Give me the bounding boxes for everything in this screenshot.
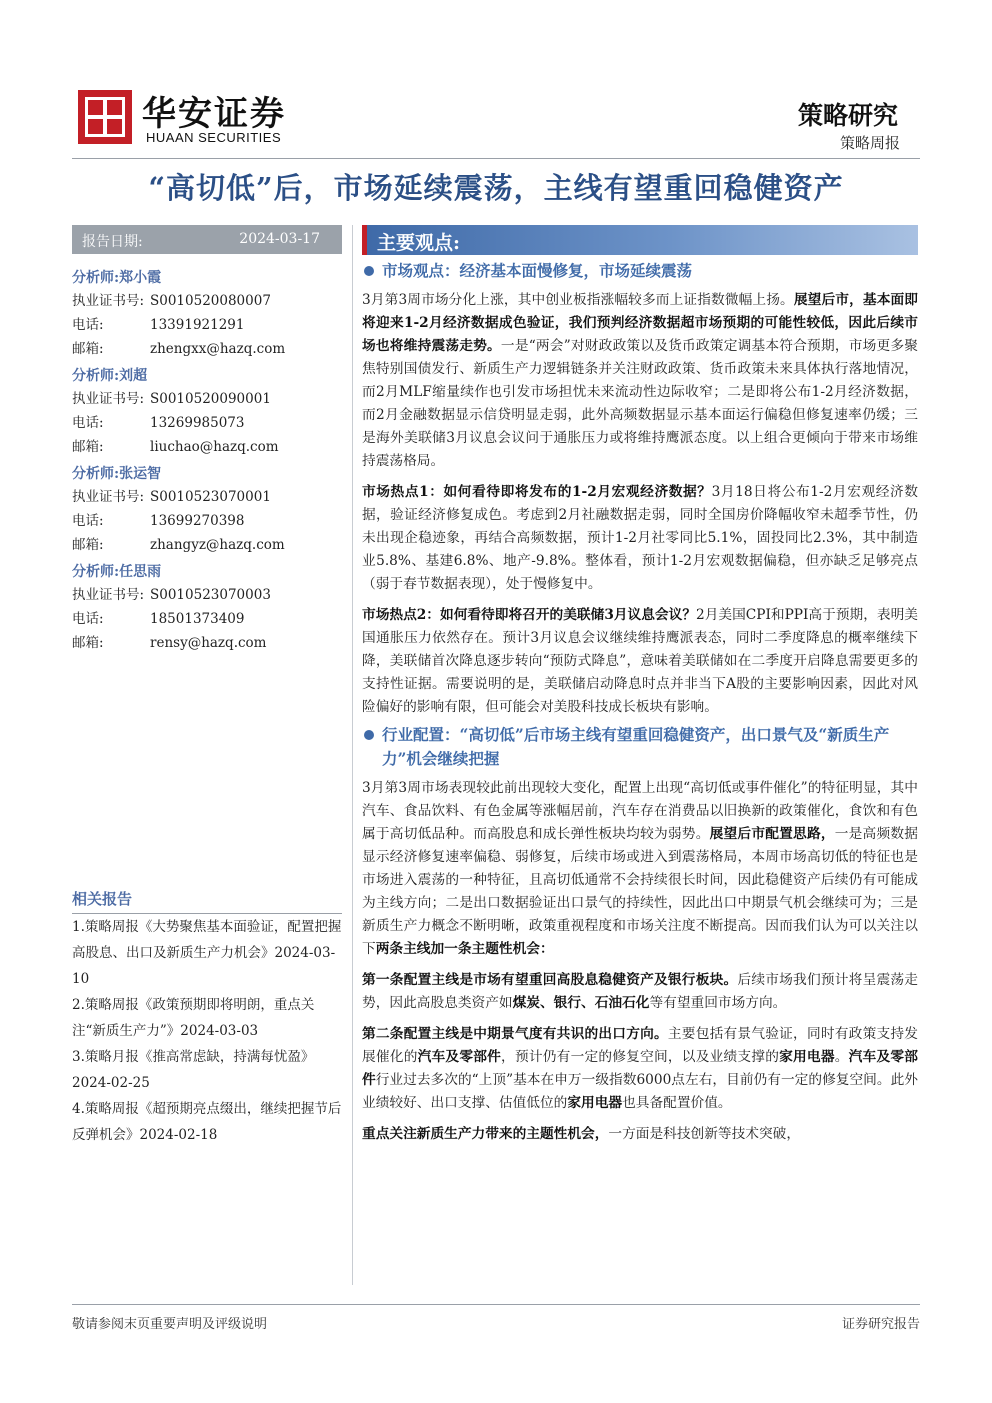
analyst-phone: 电话: 13269985073 <box>72 415 245 431</box>
paragraph-industry-allocation: 3月第3周市场表现较此前出现较大变化，配置上出现“高切低或事件催化”的特征明显，其中汽车、食品饮料、有色金属等涨幅居前，汽车存在消费品以旧换新的政策催化，食饮和有色属于高切低品种。而高股息和成长弹性板块均较为弱势。展望后市配置思路，一是高频数据显示经济修复速率偏稳、弱修复，后续市场或进入到震荡格局，本周市场高切低的特征也是市场进入震荡的一种特征，且高切低通常不会持续很长时间，因此稳健资产后续仍有可能成为主线方向；二是出口数据验证出口景气的持续性，因此出口中期景气机会继续可为；三是新质生产力概念不断明晰，政策重视程度和市场关注度不断提高。因而我们认为可以关注以下两条主线加一条主题性机会： <box>362 780 918 957</box>
paragraph-market-view: 3月第3周市场分化上涨，其中创业板指涨幅较多而上证指数微幅上扬。展望后市，基本面即将迎来1-2月经济数据成色验证，我们预判经济数据超市场预期的可能性较低，因此后续市场也将维持震荡走势。一是“两会”对财政政策以及货币政策定调基本符合预期，市场更多聚焦特别国债发行、新质生产力逻辑链条并关注财政政策、货币政策未来具体执行落地情况，而2月MLF缩量续作也引发市场担忧未来流动性边际收窄；二是即将公布1-2月经济数据，而2月金融数据显示信贷明显走弱，此外高频数据显示基本面运行偏稳但修复速率仍缓；三是海外美联储3月议息会议问于通胀压力或将维持鹰派态度。以上组合更倾向于带来市场维持震荡格局。 <box>362 292 918 469</box>
analyst-cert: 执业证书号: S0010520090001 <box>72 391 271 407</box>
related-report-item[interactable]: 4.策略周报《超预期亮点缀出，继续把握节后反弹机会》2024-02-18 <box>72 1101 342 1143</box>
report-date-bar <box>72 225 342 254</box>
page-header <box>72 84 920 156</box>
paragraph-mainline-2: 第二条配置主线是中期景气度有共识的出口方向。主要包括有景气验证，同时有政策支持发展催化的汽车及零部件，预计仍有一定的修复空间，以及业绩支撑的家用电器。汽车及零部件行业过去多次的“上顶”基本在申万一级指数6000点左右，目前仍有一定的修复空间。此外业绩较好、出口支撑、估值低位的家用电器也具备配置价值。 <box>362 1026 918 1111</box>
main-content <box>362 225 918 1146</box>
related-report-item[interactable]: 2.策略周报《政策预期即将明朗，重点关注“新质生产力”》2024-03-03 <box>72 997 315 1039</box>
report-type: 策略研究 <box>797 101 898 130</box>
analyst-phone: 电话: 13391921291 <box>72 317 245 333</box>
paragraph-mainline-1: 第一条配置主线是市场有望重回高股息稳健资产及银行板块。后续市场我们预计将呈震荡走势，因此高股息类资产如煤炭、银行、石油石化等有望重回市场方向。 <box>362 972 918 1011</box>
analyst-cert: 执业证书号: S0010523070001 <box>72 489 271 505</box>
analyst-name: 分析师:刘超 <box>72 368 148 384</box>
bullet-dot-icon <box>364 266 374 276</box>
analyst-email[interactable]: 邮箱: zhangyz@hazq.com <box>72 537 285 553</box>
report-title: “高切低”后，市场延续震荡，主线有望重回稳健资产 <box>148 171 844 205</box>
analyst-email[interactable]: 邮箱: liuchao@hazq.com <box>72 439 279 455</box>
analyst-name: 分析师:张运智 <box>72 466 162 482</box>
related-reports-title: 相关报告 <box>72 888 342 914</box>
paragraph-hotspot-2: 市场热点2：如何看待即将召开的美联储3月议息会议？2月美国CPI和PPI高于预期，表明美国通胀压力依然存在。预计3月议息会议继续维持鹰派表态，同时二季度降息的概率继续下降，美联储首次降息逐步转向“预防式降息”，意味着美联储如在二季度开启降息需要更多的支持性证据。需要说明的是，美联储启动降息时点并非当下A股的主要影响因素，因此对风险偏好的影响有限，但可能会对美股科技成长板块有影响。 <box>362 607 918 715</box>
paragraph-theme: 重点关注新质生产力带来的主题性机会，一方面是科技创新等技术突破， <box>362 1126 801 1142</box>
analyst-phone: 电话: 13699270398 <box>72 513 245 529</box>
footer-label: 证券研究报告 <box>841 1317 920 1332</box>
analyst-block <box>72 463 342 557</box>
footer-divider <box>72 1304 920 1305</box>
report-date-label: 报告日期: <box>82 234 143 250</box>
sidebar <box>72 225 342 655</box>
section-title: 主要观点: <box>362 225 918 255</box>
column-divider <box>352 225 353 1285</box>
analyst-block <box>72 267 342 361</box>
header-divider <box>72 158 920 159</box>
analyst-name: 分析师:任思雨 <box>72 564 162 580</box>
company-logo-icon <box>78 90 132 144</box>
analyst-block <box>72 365 342 459</box>
analyst-cert: 执业证书号: S0010523070003 <box>72 587 271 603</box>
analyst-name: 分析师:郑小霞 <box>72 270 162 286</box>
report-subtype: 策略周报 <box>839 134 900 152</box>
analyst-email[interactable]: 邮箱: zhengxx@hazq.com <box>72 341 286 357</box>
logo-english-name: HUAAN SECURITIES <box>146 130 282 145</box>
logo-chinese-name: 华安证券 <box>142 94 286 134</box>
report-date-value: 2024-03-17 <box>239 231 320 247</box>
analyst-block <box>72 561 342 655</box>
bullet-dot-icon <box>364 730 374 740</box>
footer-disclaimer: 敬请参阅末页重要声明及评级说明 <box>72 1317 268 1332</box>
analyst-phone: 电话: 18501373409 <box>72 611 245 627</box>
bullet-heading: 行业配置：“高切低”后市场主线有望重回稳健资产，出口景气及“新质生产力”机会继续把握 <box>362 723 918 771</box>
analyst-email[interactable]: 邮箱: rensy@hazq.com <box>72 635 267 651</box>
related-report-item[interactable]: 1.策略周报《大势聚焦基本面验证，配置把握高股息、出口及新质生产力机会》2024-03-10 <box>72 919 342 987</box>
paragraph-hotspot-1: 市场热点1：如何看待即将发布的1-2月宏观经济数据？3月18日将公布1-2月宏观经济数据，验证经济修复成色。考虑到2月社融数据走弱，同时全国房价降幅收窄未超季节性，仍未出现企稳迹象，再结合高频数据，预计1-2月社零同比5.1%，固投同比2.3%，其中制造业5.8%、基建6.8%、地产-9.8%。整体看，预计1-2月宏观数据偏稳，但亦缺乏足够亮点（弱于春节数据表现），处于慢修复中。 <box>362 484 918 592</box>
bullet-heading: 市场观点：经济基本面慢修复，市场延续震荡 <box>362 259 918 283</box>
analyst-cert: 执业证书号: S0010520080007 <box>72 293 271 309</box>
related-report-item[interactable]: 3.策略月报《推高常虑缺，持满每忧盈》2024-02-25 <box>72 1049 315 1091</box>
